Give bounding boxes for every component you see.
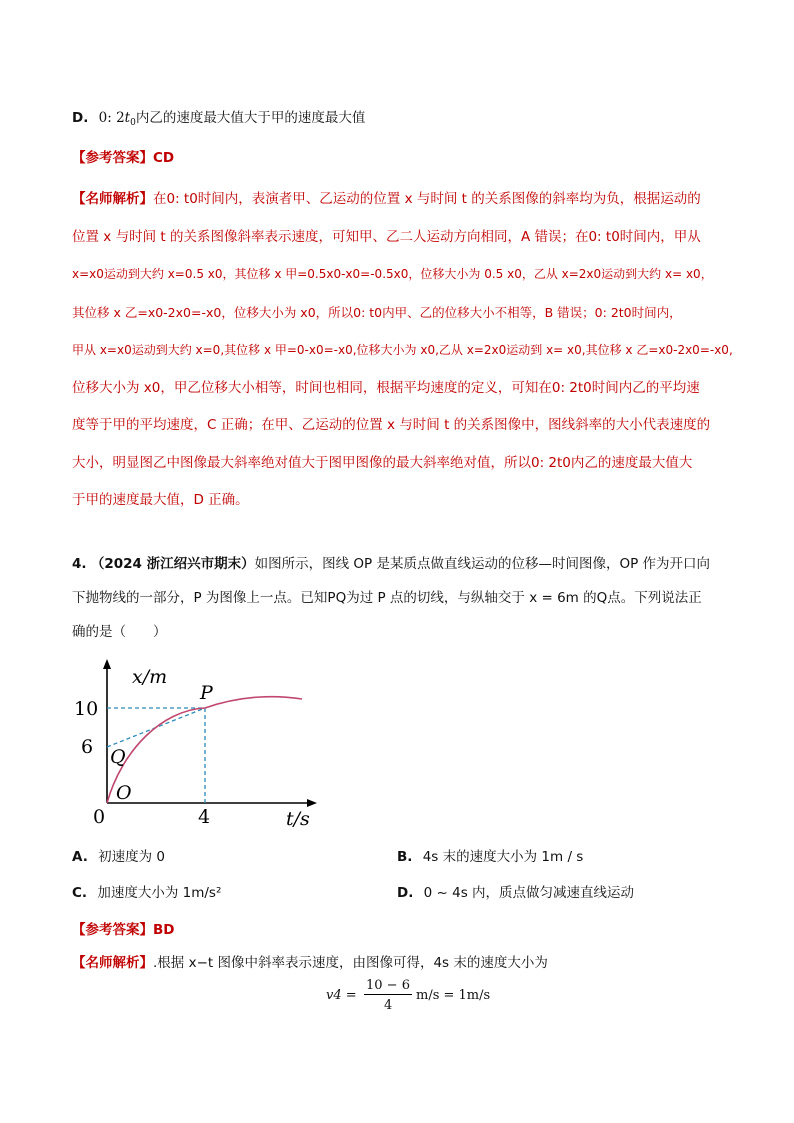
analysis-line: 大小，明显图乙中图像最大斜率绝对值大于图甲图像的最大斜率绝对值，所以0: 2t0内乙的速度最大值大 [72,454,693,471]
formula-lhs: v4 = [326,988,357,1003]
fraction-bar [364,994,412,995]
y-tick-10: 10 [74,698,99,720]
point-p-label: P [200,682,213,704]
analysis-text: .根据 x−t 图像中斜率表示速度，由图像可得，4s 末的速度大小为 [153,955,548,971]
analysis-line: x=x0运动到大约 x=0.5 x0，其位移 x 甲=0.5x0-x0=-0.5x0，位移大小为 0.5 x0，乙从 x=2x0运动到大约 x= x0， [72,267,713,281]
option-text: 内乙的速度最大值大于甲的速度最大值 [135,110,366,126]
option-text: 初速度为 0 [98,849,166,865]
x-tick-4: 4 [198,806,211,828]
analysis-line: 位移大小为 x0，甲乙位移大小相等，时间也相同，根据平均速度的定义，可知在0: 2t0时间内乙的平均速 [72,379,700,396]
question-source: （2024 浙江绍兴市期末） [90,556,255,572]
x-t-graph [72,655,332,835]
q4-option-b [397,845,583,865]
analysis-label: 【名师解析】 [72,955,153,971]
y-tick-6: 6 [81,736,94,758]
y-axis-label: x/m [132,666,168,688]
q4-option-d [397,881,634,901]
analysis-line: 位置 x 与时间 t 的关系图像斜率表示速度，可知甲、乙二人运动方向相同，A 错误；在0: t0时间内，甲从 [72,228,701,245]
formula-denominator: 4 [384,998,393,1013]
q4-stem [72,547,732,649]
q3-answer [72,146,174,166]
option-label: C. [72,885,88,901]
curve-origin-label: O [116,782,132,804]
answer-label: 【参考答案】 [72,922,153,938]
analysis-line: 甲从 x=x0运动到大约 x=0,其位移 x 甲=0-x0=-x0,位移大小为 x0,乙从 x=2x0运动到 x= x0,其位移 x 乙=x0-2x0=-x0, [72,343,733,357]
formula-rhs: m/s = 1m/s [416,988,491,1003]
option-label: D. [72,110,89,126]
analysis-line: 度等于甲的平均速度，C 正确；在甲、乙运动的位置 x 与时间 t 的关系图像中，图线斜率的大小代表速度的 [72,417,711,433]
analysis-line: 在0: t0时间内，表演者甲、乙运动的位置 x 与时间 t 的关系图像的斜率均为负，根据运动的 [153,191,701,207]
q4-option-c [72,881,221,901]
q4-analysis [72,951,548,971]
option-label: D. [397,885,414,901]
math-var: t [124,110,131,126]
question-number: 4. [72,556,87,572]
answer-value: BD [153,922,175,938]
q3-analysis [72,181,732,520]
formula-numerator: 10 − 6 [366,978,410,993]
option-text: 加速度大小为 1m/s² [97,885,222,901]
stem-line: 如图所示，图线 OP 是某质点做直线运动的位移—时间图像，OP 作为开口向 [254,556,711,572]
option-text: 4s 末的速度大小为 1m / s [422,849,584,865]
q4-option-a [72,845,165,865]
analysis-line: 于甲的速度最大值，D 正确。 [72,492,249,508]
option-label: B. [397,849,413,865]
q3-option-d [72,106,365,128]
answer-label: 【参考答案】 [72,150,153,166]
math-range: 0: 2 [98,110,125,126]
point-q-label: Q [110,746,126,768]
math-sub: 0 [130,118,136,128]
q4-answer [72,918,175,938]
y-axis-arrow [103,659,111,669]
x-axis-label: t/s [286,808,310,830]
origin-label: 0 [93,806,106,828]
answer-value: CD [153,150,175,166]
analysis-line: 其位移 x 乙=x0-2x0=-x0，位移大小为 x0，所以0: t0内甲、乙的位移大小不相等，B 错误；0: 2t0时间内， [72,304,682,320]
stem-line: 下抛物线的一部分，P 为图像上一点。已知PQ为过 P 点的切线，与纵轴交于 x = 6m 的Q点。下列说法正 [72,590,702,606]
option-text: 0 ~ 4s 内，质点做匀减速直线运动 [423,885,635,901]
x-axis-arrow [307,799,317,807]
analysis-label: 【名师解析】 [72,191,153,207]
stem-line: 确的是（ ） [72,624,167,640]
option-label: A. [72,849,88,865]
